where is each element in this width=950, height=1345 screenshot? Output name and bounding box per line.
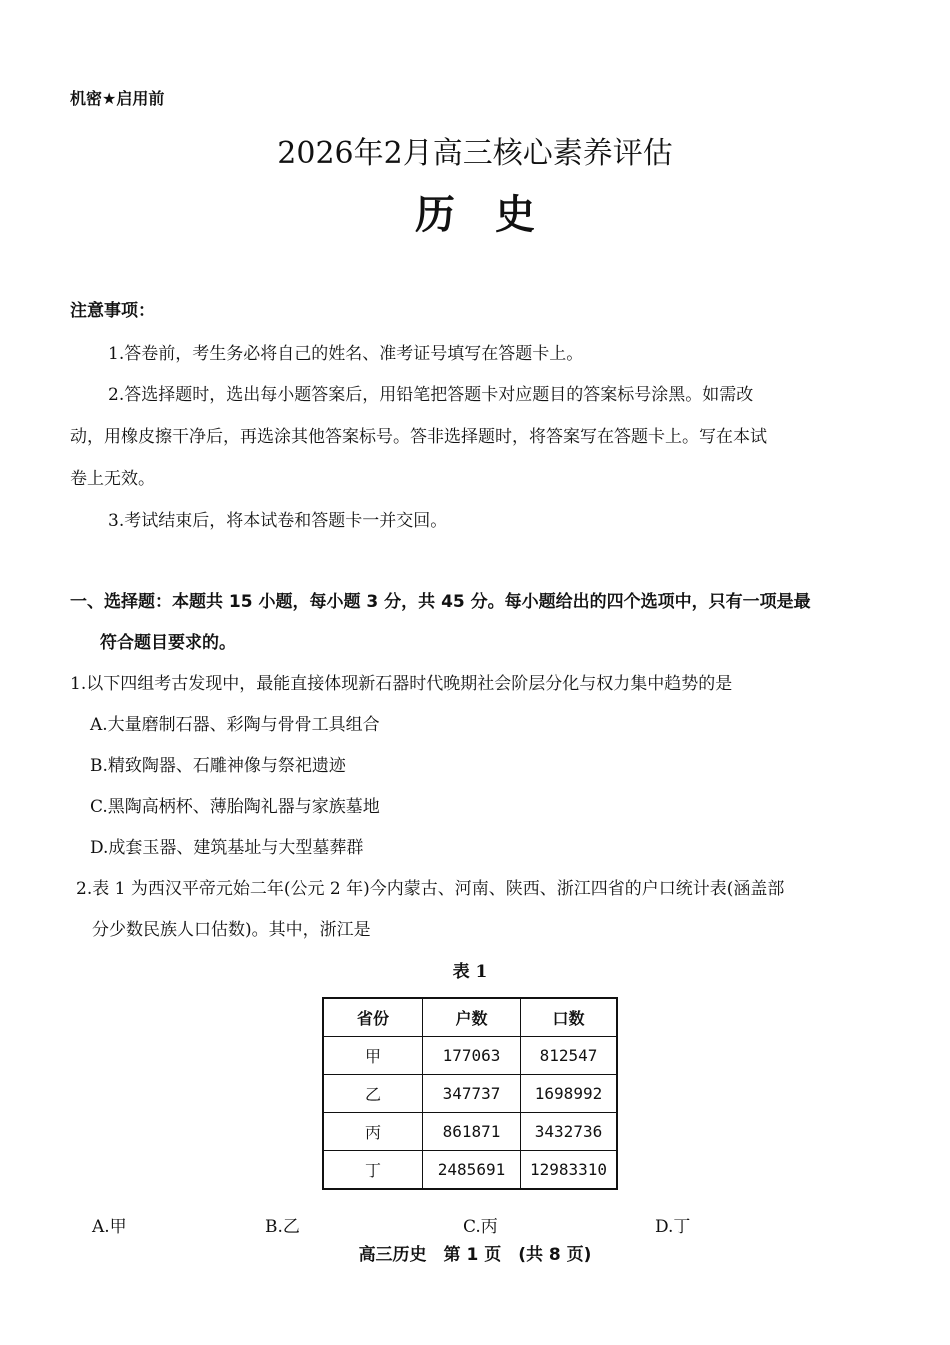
question-2-option-a: A.甲 <box>92 1217 127 1237</box>
question-2-stem: 2.表 1 为西汉平帝元始二年(公元 2 年)今内蒙古、河南、陕西、浙江四省的户口统计表(涵盖部 <box>76 879 785 899</box>
notice-item-2-cont: 动，用橡皮擦干净后，再选涂其他答案标号。答非选择题时，将答案写在答题卡上。写在本试 <box>70 427 767 447</box>
notice-item-2-end: 卷上无效。 <box>70 469 155 489</box>
question-1-option-a: A.大量磨制石器、彩陶与骨骨工具组合 <box>90 715 380 735</box>
notice-item-2: 2.答选择题时，选出每小题答案后，用铅笔把答题卡对应题目的答案标号涂黑。如需改 <box>108 385 754 405</box>
header-population: 口数 <box>521 998 618 1037</box>
subject-title: 历史 <box>415 191 575 238</box>
table-row <box>323 1075 617 1113</box>
table-header-row <box>323 998 617 1037</box>
notice-heading: 注意事项： <box>70 301 155 321</box>
cell-population: 812547 <box>521 1037 618 1075</box>
question-1-stem: 1.以下四组考古发现中，最能直接体现新石器时代晚期社会阶层分化与权力集中趋势的是 <box>70 674 733 694</box>
cell-households: 2485691 <box>423 1151 521 1190</box>
confidential-label: 机密★启用前 <box>70 89 165 108</box>
cell-province: 甲 <box>323 1037 423 1075</box>
cell-households: 861871 <box>423 1113 521 1151</box>
cell-province: 丙 <box>323 1113 423 1151</box>
cell-population: 1698992 <box>521 1075 618 1113</box>
cell-households: 177063 <box>423 1037 521 1075</box>
question-2-option-b: B.乙 <box>265 1217 300 1237</box>
population-table <box>322 997 618 1190</box>
section-title: 一、选择题：本题共 15 小题，每小题 3 分，共 45 分。每小题给出的四个选项中，只有一项是最 <box>70 592 811 612</box>
question-2-stem-cont: 分少数民族人口估数)。其中，浙江是 <box>92 920 371 940</box>
cell-population: 12983310 <box>521 1151 618 1190</box>
exam-title: 2026年2月高三核心素养评估 <box>277 136 673 171</box>
section-title-cont: 符合题目要求的。 <box>100 633 236 653</box>
notice-item-3: 3.考试结束后，将本试卷和答题卡一并交回。 <box>108 511 448 531</box>
table-row <box>323 1037 617 1075</box>
table-row <box>323 1113 617 1151</box>
cell-population: 3432736 <box>521 1113 618 1151</box>
cell-households: 347737 <box>423 1075 521 1113</box>
page-footer: 高三历史 第 1 页 (共 8 页) <box>358 1245 592 1265</box>
table-caption: 表 1 <box>452 962 488 982</box>
cell-province: 乙 <box>323 1075 423 1113</box>
question-1-option-b: B.精致陶器、石雕神像与祭祀遗迹 <box>90 756 346 776</box>
header-province: 省份 <box>323 998 423 1037</box>
header-households: 户数 <box>423 998 521 1037</box>
cell-province: 丁 <box>323 1151 423 1190</box>
table-row <box>323 1151 617 1190</box>
question-1-option-c: C.黑陶高柄杯、薄胎陶礼器与家族墓地 <box>90 797 380 817</box>
notice-item-1: 1.答卷前，考生务必将自己的姓名、准考证号填写在答题卡上。 <box>108 344 584 364</box>
question-2-option-d: D.丁 <box>655 1217 691 1237</box>
question-2-option-c: C.丙 <box>463 1217 498 1237</box>
question-1-option-d: D.成套玉器、建筑基址与大型墓葬群 <box>90 838 364 858</box>
